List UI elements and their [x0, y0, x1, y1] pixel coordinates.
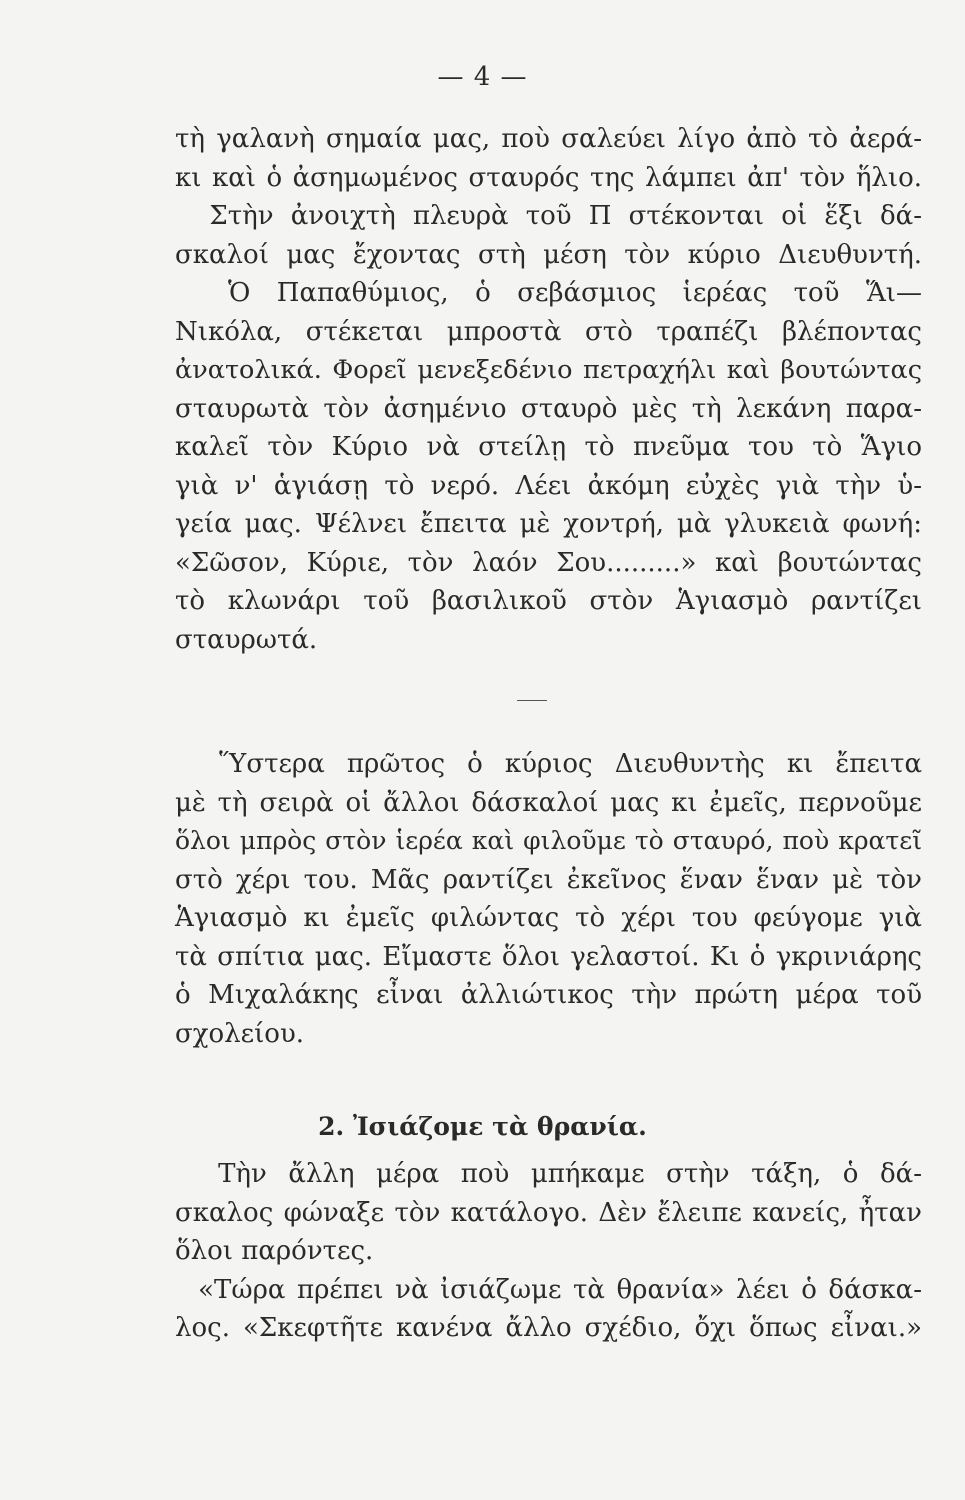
- text-line: τὸ κλωνάρι τοῦ βασιλικοῦ στὸν Ἁγιασμὸ ραντίζει: [175, 586, 922, 616]
- text-line: καλεῖ τὸν Κύριο νὰ στείλῃ τὸ πνεῦμα του τὸ Ἅγιο: [175, 432, 922, 462]
- text-line: Νικόλα, στέκεται μπροστὰ στὸ τραπέζι βλέποντας: [175, 316, 922, 347]
- text-line: τὰ σπίτια μας. Εἴμαστε ὅλοι γελαστοί. Κι ὁ γκρινιάρης: [175, 941, 922, 972]
- text-line: ἀνατολικά. Φορεῖ μενεξεδένιο πετραχήλι καὶ βουτώντας: [175, 355, 922, 385]
- paragraph-2: [175, 745, 922, 1053]
- text-line: σχολείου.: [175, 1018, 305, 1049]
- text-line: Ὕστερα πρῶτος ὁ κύριος Διευθυντὴς κι ἔπειτα: [175, 749, 922, 779]
- text-line: γιὰ ν' ἁγιάσῃ τὸ νερό. Λέει ἀκόμη εὐχὲς γιὰ τὴν ὑ-: [175, 470, 922, 501]
- section-divider: [517, 700, 547, 701]
- text-line: Ὁ Παπαθύμιος, ὁ σεβάσμιος ἱερέας τοῦ Ἅι—: [175, 278, 922, 308]
- page-number: — 4 —: [437, 62, 528, 92]
- text-line: στὸ χέρι του. Μᾶς ραντίζει ἐκεῖνος ἕναν ἕναν μὲ τὸν: [175, 864, 922, 895]
- text-line: σκαλοί μας ἔχοντας στὴ μέση τὸν κύριο Διευθυντή.: [175, 239, 922, 270]
- text-line: «Τώρα πρέπει νὰ ἰσιάζωμε τὰ θρανία» λέει ὁ δάσκα-: [175, 1274, 922, 1305]
- text-line: σταυρωτὰ τὸν ἀσημένιο σταυρὸ μὲς τὴ λεκάνη παρα-: [175, 393, 922, 424]
- paragraph-3: [175, 1155, 922, 1348]
- text-line: μὲ τὴ σειρὰ οἱ ἄλλοι δάσκαλοί μας κι ἐμεῖς, περνοῦμε: [175, 787, 922, 818]
- text-line: Ἁγιασμὸ κι ἐμεῖς φιλώντας τὸ χέρι του φεύγομε γιὰ: [175, 903, 922, 933]
- text-line: σκαλος φώναξε τὸν κατάλογο. Δὲν ἔλειπε κανείς, ἦταν: [175, 1197, 922, 1228]
- paragraph-1: [175, 120, 922, 659]
- text-line: γεία μας. Ψέλνει ἔπειτα μὲ χοντρή, μὰ γλυκειὰ φωνή:: [175, 509, 922, 539]
- text-line: τὴ γαλανὴ σημαία μας, ποὺ σαλεύει λίγο ἀπὸ τὸ ἀερά-: [175, 124, 922, 154]
- text-line: κι καὶ ὁ ἀσημωμένος σταυρός της λάμπει ἀπ' τὸν ἥλιο.: [175, 162, 922, 193]
- text-line: λος. «Σκεφτῆτε κανένα ἄλλο σχέδιο, ὄχι ὅπως εἶναι.»: [175, 1313, 922, 1343]
- text-line: Τὴν ἄλλη μέρα ποὺ μπήκαμε στὴν τάξη, ὁ δά-: [175, 1159, 922, 1189]
- text-line: ὅλοι μπρὸς στὸν ἱερέα καὶ φιλοῦμε τὸ σταυρό, ποὺ κρατεῖ: [175, 826, 922, 855]
- text-line: ὁ Μιχαλάκης εἶναι ἀλλιώτικος τὴν πρώτη μέρα τοῦ: [175, 980, 922, 1010]
- text-line: «Σῶσον, Κύριε, τὸν λαόν Σου.........» καὶ βουτώντας: [175, 547, 922, 578]
- section-heading: 2. Ἰσιάζομε τὰ θρανία.: [318, 1112, 647, 1141]
- text-line: ὅλοι παρόντες.: [175, 1236, 374, 1266]
- text-line: σταυρωτά.: [175, 624, 318, 655]
- text-line: Στὴν ἀνοιχτὴ πλευρὰ τοῦ Π στέκονται οἱ ἕξι δά-: [175, 201, 922, 231]
